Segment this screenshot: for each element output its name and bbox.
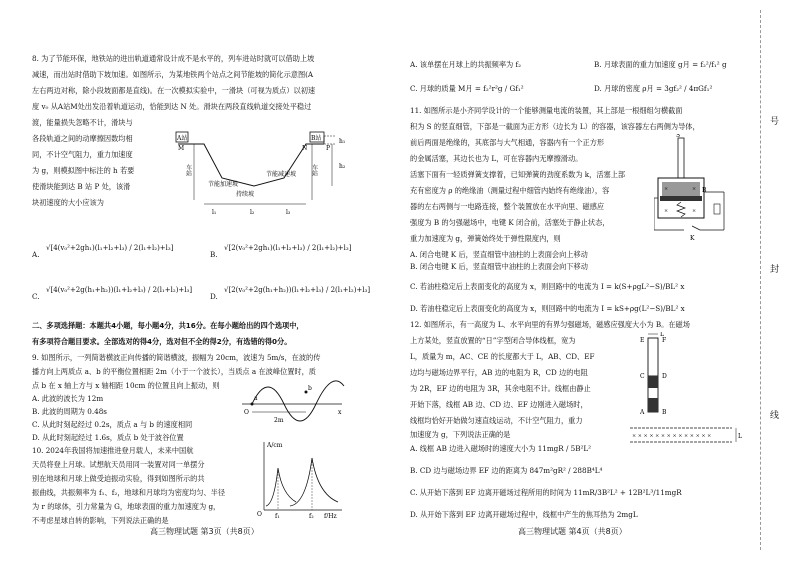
q8-line-5: 渡，能量损失忽略不计，滑块与 (32, 118, 133, 127)
q10-option-b: B. 月球表面的重力加速度 g月 = f₂²/f₁² g (594, 60, 727, 69)
a-point-label: a (254, 395, 258, 402)
q9-line-2: 播方向上两质点 a、b 的平衡位置相距 2m（小于一个波长），当质点 a 在波峰位置时，质 (32, 367, 316, 376)
svg-text:× × × × × × × × × × × × × ×: × × × × × × × × × × × × × × (632, 433, 712, 439)
right-station-label: 车站 (310, 164, 318, 176)
q9-option-c: C. 从此时刻起经过 0.2s，质点 a 与 b 的速度相同 (32, 420, 193, 429)
q10-option-d: D. 月球的密度 ρ月 = 3gf₂² / 4πGf₁² (594, 84, 713, 93)
f-axis-label: f/Hz (324, 513, 337, 518)
q10-resonance-diagram (254, 438, 346, 518)
q8-line-8: 为 g，则模拟图中标注的 h 若要 (32, 166, 135, 175)
svg-text:×: × (692, 208, 697, 214)
d-label: D (662, 373, 667, 380)
q12-option-a: A. 线框 AB 边进入磁场时的速度大小为 11mgR / 5B²L² (410, 444, 592, 453)
q12-line-3: L，质量为 m，AC、CE 的长度都大于 L，AB、CD、EF (410, 352, 595, 361)
f1-label: f₁ (275, 513, 280, 518)
q8-option-a-label: A. (32, 250, 40, 259)
q12-line-2: 上方某处，竖直放置的“日”字型闭合导体线框，宽为 (410, 336, 576, 345)
q8-option-b-label: B. (210, 250, 218, 259)
q12-line-5: 为 2R，EF 边的电阻为 3R，其余电阻不计。线框由静止 (410, 384, 591, 393)
q11-line-9: 重力加速度为 g，弹簧始终处于弹性限度内，则 (410, 234, 561, 243)
q10-line-2: 天员将登上月球。试想航天员用同一装置对同一单摆分 (32, 460, 205, 469)
sidebar-label-1: 号 (770, 117, 780, 127)
q8-option-a: √[4(v₀²+2gh₁)(l₁+l₂+l₃) / 2(l₁+l₂)+l₃] (46, 244, 174, 252)
p-label: P (326, 145, 331, 152)
flat-label: 持续坡 (236, 191, 255, 198)
q8-line-9: 使滑块能到达 B 站 P 处，该滑 (32, 182, 131, 191)
q10-line-1: 10. 2024年我国将加速推进登月载人，未来中国航 (32, 446, 194, 455)
q8-option-c-label: C. (32, 292, 40, 301)
right-page (398, 0, 748, 561)
q12-option-b: B. CD 边与磁场边界 EF 边的距离为 847m²gR² / 288B⁴L⁴ (410, 466, 603, 475)
section2-line2: 有多项符合题目要求。全部选对的得4分，选对但不全的得2分，有选错的得0分。 (32, 337, 292, 346)
l3-label: l₃ (286, 209, 291, 216)
height-l-label: L (738, 433, 742, 440)
q10-line-5: 为 r 的球体，引力常量为 G，地球表面的重力加速度为 g， (32, 502, 221, 511)
q10-line-3: 别在地球和月球上做受迫振动实验，得到如图所示的共 (32, 474, 205, 483)
q12-line-4: 边均与磁场边界平行，AB 边的电阻为 R，CD 边的电阻 (410, 368, 588, 377)
q10-line-4: 振曲线，共振频率为 f₁、f₂，地球和月球均为密度均匀、半径 (32, 488, 226, 497)
a-label: A (640, 409, 645, 416)
q8-line-3: 左右两边对称，除小段坡面都是直线)。在一次模拟实验中，一滑块（可视为质点）以初速 (32, 86, 316, 95)
sidebar-label-2: 封 (770, 265, 780, 275)
q9-option-a: A. 此波的波长为 12m (32, 394, 104, 403)
l2-label: l₂ (250, 209, 255, 216)
q11-line-8: 强度为 B 的匀强磁场中，电键 K 闭合前，活塞处于静止状态， (410, 218, 610, 227)
q9-option-b: B. 此波的周期为 0.48s (32, 407, 107, 416)
q11-line-2: 积为 S 的竖直细管，下部是一截面为正方形（边长为 L）的容器，该容器左右两侧为导体， (410, 122, 700, 131)
q11-option-c: C. 若油柱稳定后上表面变化的高度为 x，则回路中的电流为 I = k(S+ρgL²−S)/BL² x (410, 282, 685, 291)
q11-line-4: 的金属活塞，其边长也为 L，可在容器内无摩擦滑动。 (410, 154, 583, 163)
q10-line-6: 不考虑星球自转的影响，下列说法正确的是 (32, 516, 169, 525)
q12-line-7: 线框均恰好开始做匀速直线运动，不计空气阻力，重力 (410, 416, 583, 425)
k-label: K (690, 235, 695, 242)
b-label: B (662, 409, 667, 416)
q8-option-d-label: D. (210, 292, 218, 301)
section2-title: 二、多项选择题：本题共4小题，每小题4分，共16分。在每小题给出的四个选项中， (32, 321, 304, 330)
q8-option-d: √[2(v₀²+2g(h₁+h₂))(l₁+l₂+l₃) / 2(l₁+l₂)+l₃] (224, 286, 371, 294)
h1-label: h₁ (339, 138, 346, 145)
svg-text:×: × (664, 208, 669, 214)
s-label: S (676, 134, 681, 139)
svg-text:×: × (692, 186, 697, 192)
station-a-label: A站 (177, 135, 188, 142)
b-field-label: B (702, 187, 707, 194)
svg-text:×: × (664, 186, 669, 192)
q12-option-c: C. 从开始下落到 EF 边离开磁场过程所用的时间为 11mR/3B²L² + 12B²L³/11mgR (410, 488, 682, 497)
q8-line-10: 块初速度的大小应该为 (32, 198, 104, 207)
h2-label: h₂ (339, 163, 346, 170)
q8-line-7: 同，不计空气阻力，重力加速度 (32, 150, 133, 159)
b-point-label: b (308, 385, 312, 392)
q11-line-3: 前后两面是绝缘的，其底部与大气相通，容器内有一个正方形 (410, 138, 605, 147)
f2-label: f₂ (309, 513, 314, 518)
e-label: E (640, 337, 645, 344)
x-axis-label: x (338, 409, 342, 416)
accel-label: 节能加速坡 (208, 181, 239, 188)
left-footer: 高三物理试题 第3页（共8页） (150, 527, 259, 536)
q8-line-6: 各段轨道之间的动摩擦因数均相 (32, 134, 133, 143)
q11-line-7: 器的左右两侧与一电路连接，整个装置放在水平向里、磁感应 (410, 202, 605, 211)
m-label: M (178, 145, 185, 152)
distance-label: 2m (274, 417, 284, 424)
q11-line-5: 活塞下面有一轻质弹簧支撑着，已知弹簧的劲度系数为 k，活塞上部 (410, 170, 626, 179)
q11-line-1: 11. 如图所示是小齐同学设计的一个能够测量电流的装置，其上部是一根细组匀横截面 (410, 106, 683, 115)
q9-wave-diagram (238, 376, 348, 436)
piston (660, 196, 702, 201)
q9-line-3: 点 b 在 x 轴上方与 x 轴相距 10cm 的位置且向上振动，则 (32, 381, 220, 390)
q11-option-a: A. 闭合电键 K 后，竖直细管中油柱的上表面会向上移动 (410, 250, 588, 259)
q12-line-1: 12. 如图所示，有一高度为 L、水平向里的有界匀强磁场，磁感应强度大小为 B。在磁场 (410, 320, 690, 329)
f-label: F (662, 337, 667, 344)
q11-line-6: 充有密度为 ρ 的绝缘油（测量过程中细管内始终有绝缘油），容 (410, 186, 610, 195)
q12-line-8: 加速度为 g，下列说法正确的是 (410, 430, 511, 439)
origin-label: O (244, 409, 249, 416)
q8-option-b: √[2(v₀²+2gh₁)(l₁+l₂+l₃) / 2(l₁+l₂)+l₃] (224, 244, 352, 252)
n-label: N (302, 145, 308, 152)
q11-option-d: D. 若油柱稳定后上表面变化的高度为 x，则回路中的电流为 I = kS+ρg(L²−S)/BL² x (410, 304, 685, 313)
left-station-label: 车站 (184, 164, 192, 176)
q8-track-diagram (174, 128, 356, 220)
q8-line-4: 度 v₀ 从A站M处出发沿着轨道运动，恰能到达 N 处。滑块在两段直线轨道交接处平稳过 (32, 102, 312, 111)
wave-curve (252, 381, 344, 421)
q9-option-d: D. 从此时刻起经过 1.6s，质点 b 处于波谷位置 (32, 433, 184, 442)
q8-line-1: 8. 为了节能环保，地铁站的进出轨道通常设计成不是水平的，列车进站时就可以借助上坡 (32, 54, 315, 63)
sidebar-label-3: 线 (770, 411, 780, 421)
y-axis-label: A/cm (267, 442, 283, 449)
c-label: C (640, 373, 645, 380)
spring (677, 202, 685, 217)
curve-f1 (266, 468, 296, 506)
q10-option-a: A. 该单摆在月球上的共振频率为 f₂ (410, 60, 522, 69)
thin-tube (678, 138, 684, 178)
station-b-label: B站 (311, 135, 322, 142)
q10-option-c: C. 月球的质量 M月 = f₂²r²g / Gf₁² (410, 84, 524, 93)
q11-option-b: B. 闭合电键 K 后，竖直细管中油柱的上表面会向下移动 (410, 262, 588, 271)
curve-f2 (290, 458, 338, 506)
decel-label: 节能减速坡 (266, 171, 297, 178)
q8-option-c: √[4(v₀²+2g(h₁+h₂))(l₁+l₂+l₃) / 2(l₁+l₂)+l₃] (46, 286, 193, 294)
l1-label: l₁ (212, 209, 217, 216)
q12-option-d: D. 从开始下落到 EF 边离开磁场过程中，线框中产生的焦耳热为 2mgL (410, 510, 638, 519)
q8-line-2: 减速，而出站时借助下坡加速。如图所示，为某地铁两个站点之间节能坡的简化示意图(A (32, 70, 314, 79)
binding-sidebar (752, 0, 794, 561)
q10-origin-label: O (257, 511, 262, 518)
q12-line-6: 开始下落，线框 AB 边、CD 边、EF 边刚进入磁场时， (410, 400, 588, 409)
right-footer: 高三物理试题 第4页（共8页） (518, 527, 627, 536)
width-l-label: L (660, 332, 664, 338)
q11-device-diagram (654, 134, 734, 242)
track-line (178, 144, 324, 186)
q12-frame-diagram (628, 332, 748, 446)
q9-line-1: 9. 如图所示，一列简谐横波正向传播的简谐横波，振幅为 20cm，波速为 5m/s，在波的传 (32, 353, 321, 362)
